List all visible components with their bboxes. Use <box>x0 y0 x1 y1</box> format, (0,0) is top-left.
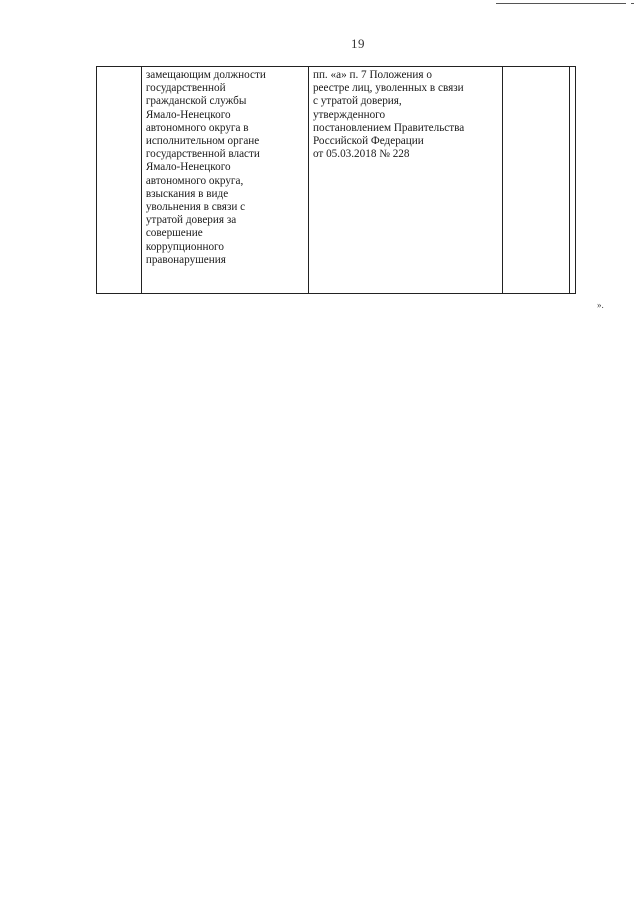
cell-text-line: государственной власти <box>145 148 260 161</box>
closing-quote-mark: ». <box>597 300 604 310</box>
cell-text-line: Ямало-Ненецкого <box>145 161 231 174</box>
table-cell-legal-basis <box>308 67 502 294</box>
table-cell-description <box>141 67 308 294</box>
table-cell-empty <box>502 67 569 294</box>
document-table <box>96 66 576 294</box>
cell-text-line: коррупционного <box>145 240 224 253</box>
cell-text-line: утвержденного <box>312 108 386 121</box>
cell-text-line: правонарушения <box>145 253 226 266</box>
table-cell-number <box>97 67 142 294</box>
cell-text-line: взыскания в виде <box>145 187 229 200</box>
cell-text-line: реестре лиц, уволенных в связи <box>312 82 464 95</box>
scan-edge-mark <box>496 3 626 4</box>
table-row <box>97 67 576 294</box>
cell-text-line: государственной <box>145 82 226 95</box>
cell-text-line: утратой доверия за <box>145 214 237 227</box>
cell-text-line: увольнения в связи с <box>145 201 246 214</box>
cell-text-line: пп. «а» п. 7 Положения о <box>312 69 432 81</box>
cell-text-line: с утратой доверия, <box>312 95 402 108</box>
cell-text-line: от 05.03.2018 № 228 <box>312 148 410 161</box>
cell-text-line: гражданской службы <box>145 95 247 108</box>
table-cell-empty <box>569 67 575 294</box>
page-number: 19 <box>351 36 365 51</box>
cell-text-line: исполнительном органе <box>145 135 260 148</box>
cell-text-line: постановлением Правительства <box>312 121 465 134</box>
cell-text-line: Российской Федерации <box>312 135 424 148</box>
cell-text-line: замещающим должности <box>145 69 266 81</box>
cell-text-line: Ямало-Ненецкого <box>145 108 231 121</box>
cell-text-line: автономного округа в <box>145 121 249 134</box>
cell-text-line: автономного округа, <box>145 174 244 187</box>
cell-text-line: совершение <box>145 227 203 240</box>
